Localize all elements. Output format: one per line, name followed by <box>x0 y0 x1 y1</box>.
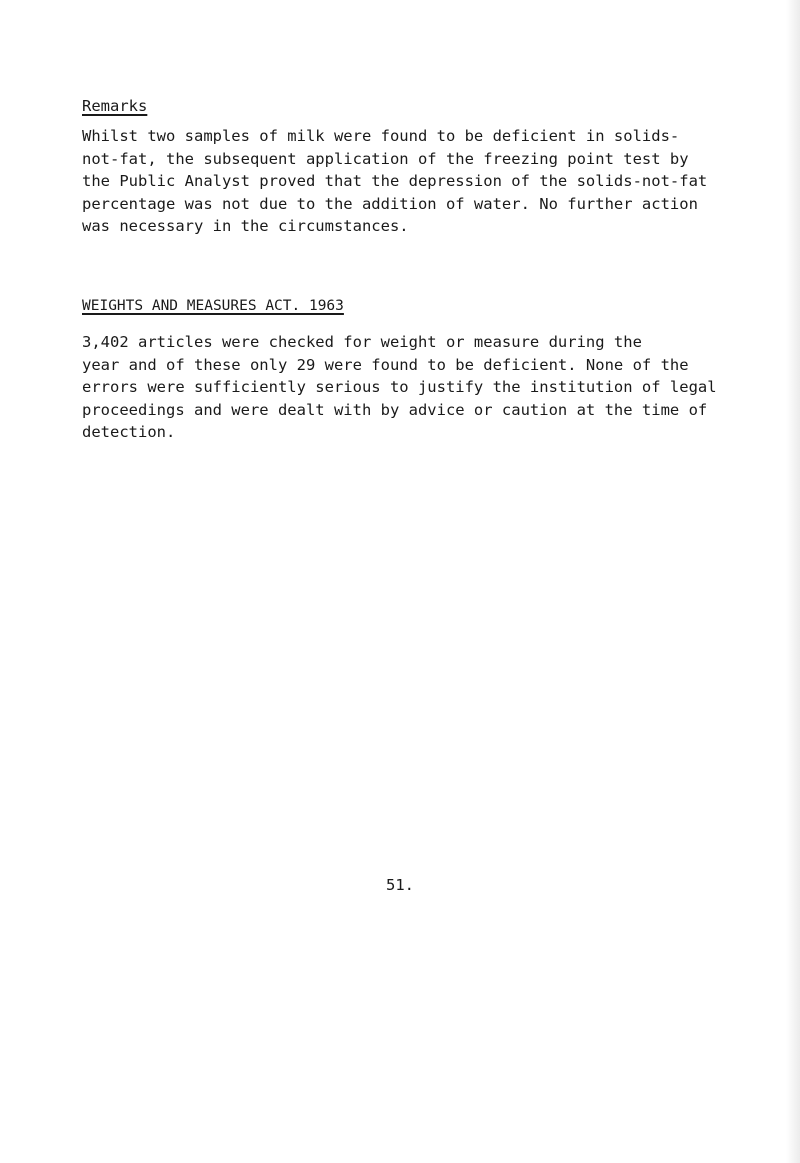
page-edge-shadow <box>786 0 800 1163</box>
page-number: 51. <box>386 876 414 894</box>
remarks-heading: Remarks <box>82 97 148 115</box>
weights-and-measures-heading: WEIGHTS AND MEASURES ACT. 1963 <box>82 298 344 314</box>
weights-and-measures-paragraph: 3,402 articles were checked for weight or measure during the year and of these only 29 were found to be deficient. None of the errors were sufficiently serious to justify the institution of legal proceedings and were dealt with by advice or caution at the time of detection. <box>82 333 717 442</box>
remarks-paragraph: Whilst two samples of milk were found to be deficient in solids- not-fat, the subsequent application of the freezing point test by the Public Analyst proved that the depression of the solids-not-fat percentage was not due to the addition of water. No further action was necessary in the circumstances. <box>82 127 708 236</box>
